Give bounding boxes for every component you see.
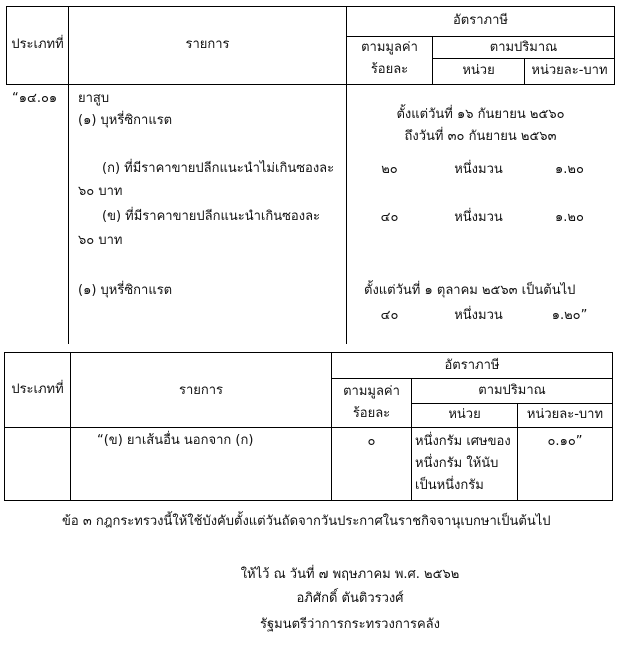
table1-border-right [614, 6, 615, 84]
table1-header-unit: หน่วย [462, 63, 495, 78]
table2-unit-line1: หนึ่งกรัม เศษของ [415, 434, 511, 449]
table1-sub-a-rate: ๑.๒๐ [555, 162, 584, 177]
table1-item2-rate: ๑.๒๐” [551, 308, 588, 323]
table2-header-by-value-sub: ร้อยละ [352, 406, 391, 421]
table2-unit-line2: หนึ่งกรัม ให้นับ [415, 456, 499, 471]
table2-col-divider-1 [70, 352, 71, 501]
table1-sub-b-line2: ๖๐ บาท [78, 233, 123, 248]
table1-item2-value: ๔๐ [380, 308, 399, 323]
table2-header-per-unit: หน่วยละ-บาท [526, 407, 604, 422]
table1-header-by-value: ตามมูลค่า [361, 40, 418, 55]
table1-item2: (๑) บุหรี่ซิกาแรต [78, 283, 173, 298]
table2-unit-line3: เป็นหนึ่งกรัม [415, 478, 484, 493]
table1-type-code: “๑๔.๐๑ [12, 91, 58, 106]
signer-position: รัฐมนตรีว่าการกระทรวงการคลัง [260, 617, 440, 632]
clause-paragraph: ข้อ ๓ กฎกระทรวงนี้ให้ใช้บังคับตั้งแต่วันถัดจากวันประกาศในราชกิจจานุเบกษาเป็นต้นไป [62, 514, 551, 529]
table2-col-divider-2 [331, 352, 332, 501]
table1-period2: ตั้งแต่วันที่ ๑ ตุลาคม ๒๕๖๓ เป็นต้นไป [364, 283, 576, 298]
table1-heading: ยาสูบ [78, 91, 110, 106]
given-date: ให้ไว้ ณ วันที่ ๗ พฤษภาคม พ.ศ. ๒๕๖๒ [240, 567, 460, 582]
table1-item1: (๑) บุหรี่ซิกาแรต [78, 113, 173, 128]
table1-sub-a-value: ๒๐ [381, 162, 398, 177]
table2-rate-divider [331, 378, 613, 379]
table1-rate-divider [346, 36, 615, 37]
table1-header-per-unit: หน่วยละ-บาท [531, 63, 608, 78]
table1-header-items: รายการ [185, 37, 230, 52]
table2-item: “(ข) ยาเส้นอื่น นอกจาก (ก) [97, 433, 254, 448]
table2-value: ๐ [367, 434, 376, 449]
table2-rate: ๐.๑๐” [547, 434, 583, 449]
table1-item2-unit: หนึ่งมวน [454, 308, 503, 323]
table2-quantity-divider [411, 403, 613, 404]
table2-header-type: ประเภทที่ [11, 382, 64, 397]
table1-sub-b-rate: ๑.๒๐ [555, 210, 584, 225]
table1-header-rate: อัตราภาษี [453, 13, 508, 28]
table2-header-by-quantity: ตามปริมาณ [478, 383, 546, 398]
table1-border-top [6, 6, 615, 7]
table1-sub-b-unit: หนึ่งมวน [454, 210, 503, 225]
table1-sub-a-line1: (ก) ที่มีราคาขายปลีกแนะนำไม่เกินซองละ [102, 161, 335, 176]
table2-header-items: รายการ [178, 383, 224, 398]
table1-header-bottom [6, 84, 615, 85]
table2-header-rate: อัตราภาษี [444, 358, 500, 373]
table2-border-top [4, 352, 613, 353]
table2-header-bottom [4, 427, 613, 428]
table1-header-by-value-sub: ร้อยละ [370, 62, 409, 77]
table1-sub-b-line1: (ข) ที่มีราคาขายปลีกแนะนำเกินซองละ [102, 209, 321, 224]
table1-sub-a-unit: หนึ่งมวน [454, 162, 503, 177]
table2-border-left [4, 352, 5, 501]
table1-header-by-quantity: ตามปริมาณ [489, 40, 558, 55]
table1-sub-a-line2: ๖๐ บาท [78, 184, 123, 199]
table2-header-unit: หน่วย [448, 407, 481, 422]
table1-period1-line2: ถึงวันที่ ๓๐ กันยายน ๒๕๖๓ [404, 129, 557, 144]
table1-header-type: ประเภทที่ [11, 37, 64, 52]
signer-name: อภิศักดิ์ ตันติวรวงศ์ [296, 591, 404, 606]
table2-header-by-value: ตามมูลค่า [343, 384, 400, 399]
table2-border-bottom [4, 500, 613, 501]
table1-period1-line1: ตั้งแต่วันที่ ๑๖ กันยายน ๒๕๖๐ [396, 107, 565, 122]
table1-sub-b-value: ๔๐ [380, 210, 399, 225]
table2-border-right [612, 352, 613, 501]
table1-col-divider-1 [68, 6, 69, 344]
